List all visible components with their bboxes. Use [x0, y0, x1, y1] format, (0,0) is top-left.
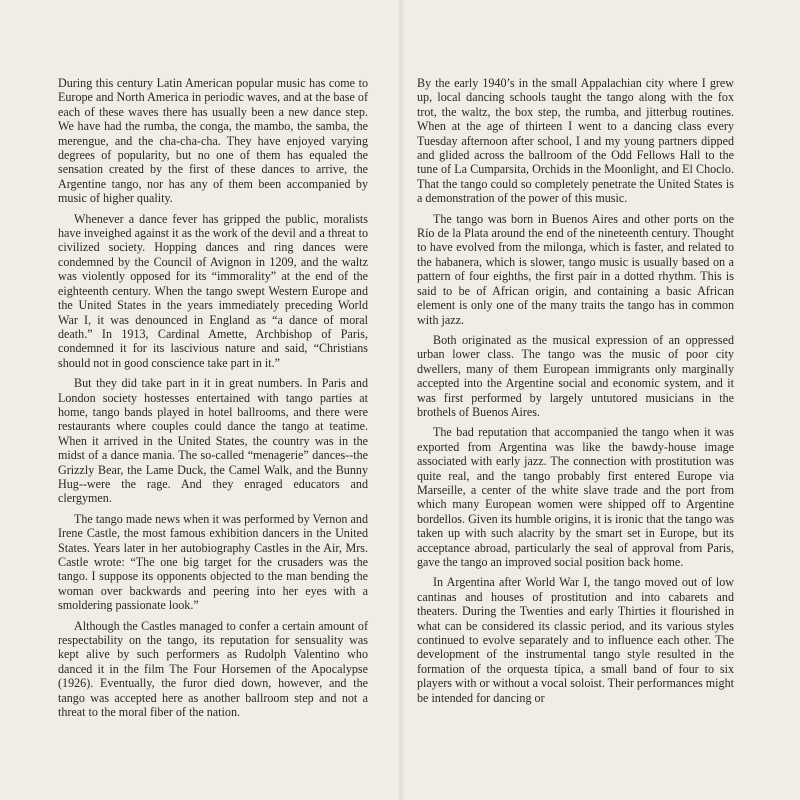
paragraph: During this century Latin American popular music has come to Europe and North America in periodic waves, and at the base of each of these waves there has usually been a new dance step. We have had the rumba, the conga, the mambo, the samba, the merengue, and the cha-cha-cha. They have enjoyed varying degrees of popularity, but no one of them has equaled the sensation created by the first of these dances to arrive, the Argentine tango, nor has any of them been accompanied by music of higher quality. [58, 76, 368, 206]
paragraph: In Argentina after World War I, the tango moved out of low cantinas and houses of prostitution and into cabarets and theaters. During the Twenties and early Thirties it flourished in what can be considered its classic period, and its various styles continued to evolve separately and to influence each other. The development of the instrumental tango style resulted in the formation of the orquesta típica, a small band of four to six players with or without a vocal soloist. Their performances might be intended for dancing or [417, 575, 734, 705]
paragraph: Although the Castles managed to confer a certain amount of respectability on the tango, its reputation for sensuality was kept alive by such performers as Rudolph Valentino who danced it in the film The Four Horsemen of the Apocalypse (1926). Eventually, the furor died down, however, and the tango was accepted here as another ballroom step and not a threat to the moral fiber of the nation. [58, 618, 368, 720]
left-column [58, 76, 368, 725]
paragraph: By the early 1940’s in the small Appalachian city where I grew up, local dancing schools taught the tango along with the fox trot, the waltz, the box step, the rumba, and jitterbug routines. When at the age of thirteen I went to a dancing class every Tuesday afternoon after school, I and my young partners dipped and glided across the ballroom of the Odd Fellows Hall to the tune of La Cumparsita, Orchids in the Moonlight, and El Choclo. That the tango could so completely penetrate the United States is a demonstration of the power of this music. [417, 76, 734, 206]
right-column [417, 76, 734, 711]
page-fold [398, 0, 404, 800]
paragraph: But they did take part in it in great numbers. In Paris and London society hostesses entertained with tango parties at home, tango bands played in hotel ballrooms, and there were restaurants where couples could dance the tango at teatime. When it arrived in the United States, the country was in the midst of a dance mania. The so-called “menagerie” dances--the Grizzly Bear, the Lame Duck, the Camel Walk, and the Bunny Hug--were the rage. And they enraged educators and clergymen. [58, 376, 368, 506]
paragraph: The tango was born in Buenos Aires and other ports on the Río de la Plata around the end of the nineteenth century. Thought to have evolved from the milonga, which is faster, and related to the habanera, which is slower, tango music is usually based on a pattern of four eighths, the first pair in a dotted rhythm. This is said to be of African origin, and containing a basic African element is only one of the many traits the tango has in common with jazz. [417, 211, 734, 327]
paragraph: The bad reputation that accompanied the tango when it was exported from Argentina was like the bawdy-house image associated with early jazz. The connection with prostitution was quite real, and the tango probably first entered Europe via Marseille, a center of the white slave trade and the port from which many European women were shipped off to Argentine bordellos. Given its humble origins, it is ironic that the tango was taken up with such alacrity by the smart set in Europe, but its acceptance abroad, particularly the seal of approval from Paris, gave the tango an improved social position back home. [417, 425, 734, 569]
paragraph: The tango made news when it was performed by Vernon and Irene Castle, the most famous exhibition dancers in the United States. Years later in her autobiography Castles in the Air, Mrs. Castle wrote: “The one big target for the crusaders was the tango. I suppose its opponents objected to the man bending the woman over backwards and peering into her eyes with a smoldering passionate look.” [58, 511, 368, 613]
paragraph: Whenever a dance fever has gripped the public, moralists have inveighed against it as the work of the devil and a threat to civilized society. Hopping dances and ring dances were condemned by the Council of Avignon in 1209, and the waltz was violently opposed for its “immorality” at the end of the eighteenth century. When the tango swept Western Europe and the United States in the years immediately preceding World War I, it was denounced in England as “a dance of moral death.” In 1913, Cardinal Amette, Archbishop of Paris, condemned it for its lascivious nature and said, “Christians should not in good conscience take part in it.” [58, 211, 368, 370]
paragraph: Both originated as the musical expression of an oppressed urban lower class. The tango was the music of poor city dwellers, many of them European immigrants only marginally accepted into the Argentine social and economic system, and it was first performed by largely untutored musicians in the brothels of Buenos Aires. [417, 332, 734, 419]
